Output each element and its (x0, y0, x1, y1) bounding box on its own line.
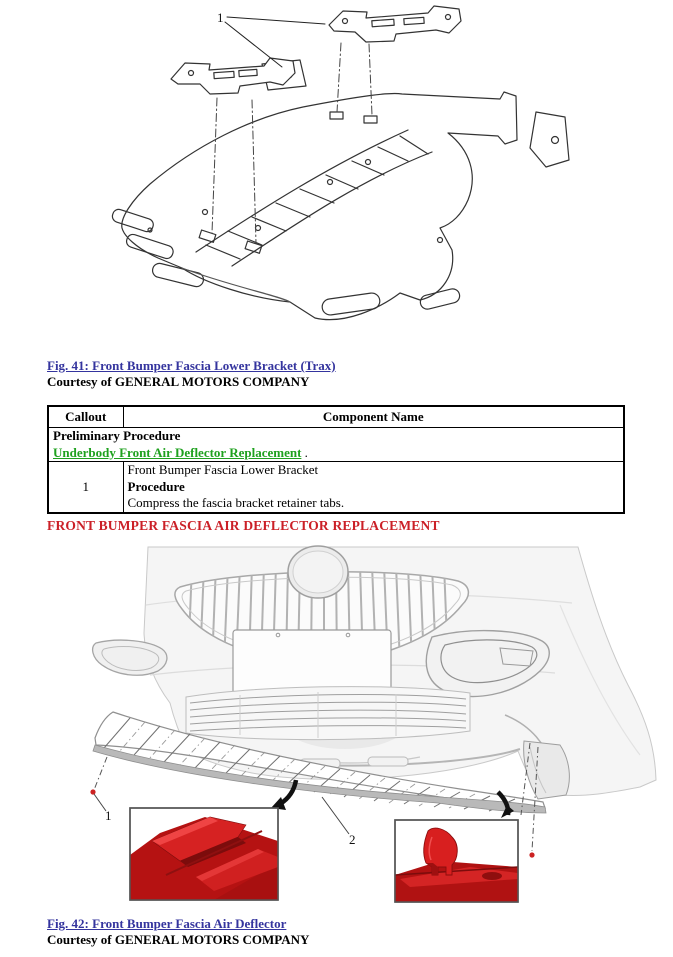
table-header-row (48, 406, 624, 428)
lower-grille (186, 687, 470, 740)
row1-procedure-label: Procedure (127, 478, 185, 494)
preliminary-title: Preliminary Procedure (53, 428, 181, 443)
inset-left (130, 808, 278, 900)
fig42-callout-2-label: 2 (349, 832, 356, 847)
inset-right (395, 820, 518, 902)
underbody-deflector-link[interactable]: Underbody Front Air Deflector Replacement (53, 444, 302, 460)
fig42-courtesy: Courtesy of GENERAL MOTORS COMPANY (47, 932, 310, 947)
col-header-component: Component Name (123, 406, 624, 428)
row1-component-name: Front Bumper Fascia Lower Bracket (127, 462, 319, 477)
red-marker-right (529, 852, 534, 857)
bracket-left (171, 58, 306, 94)
table-row (48, 462, 624, 513)
fog-lamp-left (93, 640, 167, 675)
fig42-caption-link[interactable]: Fig. 42: Front Bumper Fascia Air Deflector (47, 916, 287, 931)
col-header-callout: Callout (48, 406, 123, 428)
fig42-illustration (0, 545, 673, 910)
row1-procedure-text: Compress the fascia bracket retainer tabs. (127, 495, 345, 510)
red-marker-left (90, 789, 95, 794)
preliminary-row (48, 428, 624, 462)
fig41-diagram (0, 0, 673, 352)
fig41-courtesy: Courtesy of GENERAL MOTORS COMPANY (47, 374, 310, 389)
fig41-caption-link[interactable]: Fig. 41: Front Bumper Fascia Lower Bracket (Trax) (47, 358, 336, 373)
leader-2 (322, 797, 349, 834)
section-heading: FRONT BUMPER FASCIA AIR DEFLECTOR REPLACEMENT (47, 518, 440, 533)
callout-table (47, 405, 625, 514)
preliminary-suffix: . (301, 444, 308, 460)
fig42-callout-1-label: 1 (105, 808, 112, 823)
row1-callout: 1 (48, 462, 123, 513)
underbody-panel (111, 92, 569, 320)
leader-left (90, 757, 107, 811)
fig41-caption-block (47, 358, 336, 390)
bracket-upper-right (329, 6, 461, 42)
fig41-callout-1-label: 1 (217, 10, 224, 25)
fig42-caption-block (47, 916, 309, 948)
